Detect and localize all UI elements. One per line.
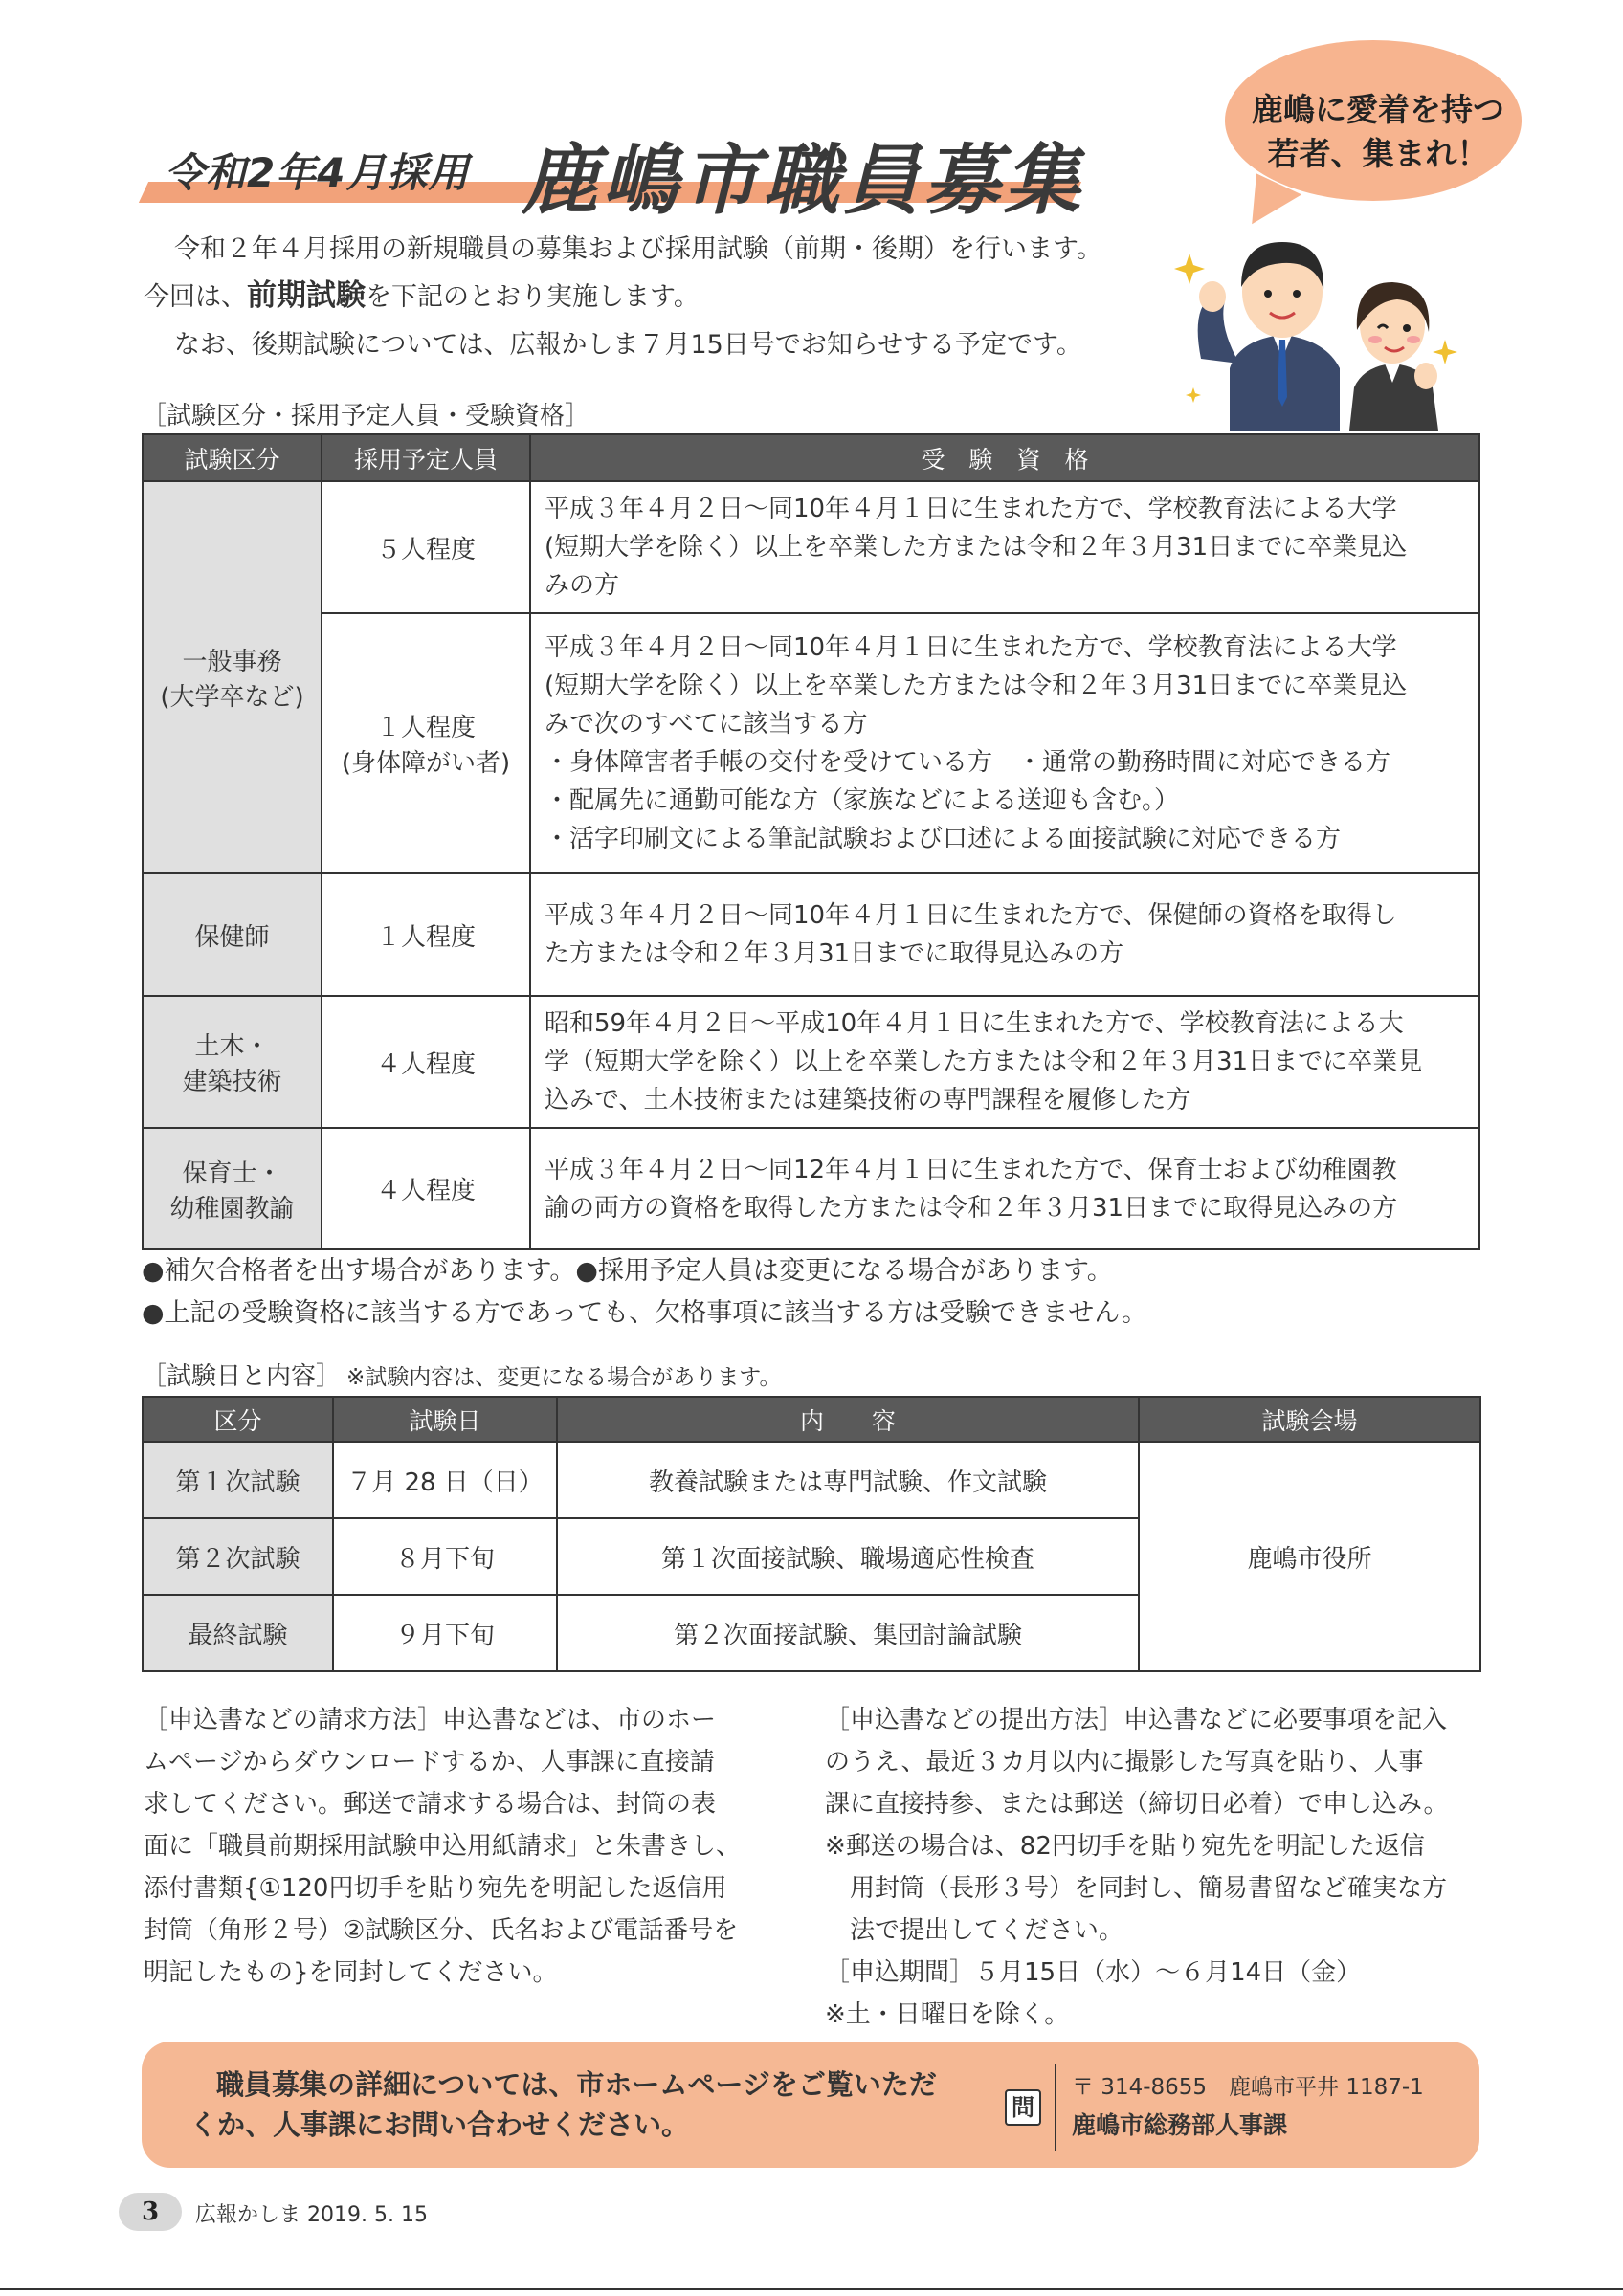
request-heading: ［申込書などの請求方法］ [144,1706,443,1734]
contact-dept: 鹿嶋市総務部人事課 [1072,2111,1288,2139]
planned-count-line2: (身体障がい者) [341,749,511,778]
exam-content: 教養試験または専門試験、作文試験 [557,1442,1139,1518]
contact-address: 〒 314-8655 鹿嶋市平井 1187-1 [1072,2075,1424,2100]
schedule-table [142,1396,1481,1672]
request-line: 面に「職員前期採用試験申込用紙請求」と朱書きし、 [144,1832,742,1861]
qual-line: ・活字印刷文による筆記試験および口述による面接試験に対応できる方 [545,825,1342,853]
section2-label-text: ［試験日と内容］ [142,1362,342,1391]
submit-method [825,1699,1485,2036]
period-heading: ［申込期間］ [825,1958,975,1987]
submit-line: のうえ、最近３カ月以内に撮影した写真を貼り、人事 [825,1748,1424,1777]
man-figure [1198,242,1340,430]
contact-message [189,2064,937,2145]
exam-date: ７月 28 日（日） [333,1442,557,1518]
bubble-line-1: 鹿嶋に愛着を持つ [1252,91,1504,128]
submit-line [825,1699,1485,1741]
request-line: 添付書類{①120円切手を貼り宛先を明記した返信用 [144,1874,727,1903]
table-header-row [143,1397,1480,1442]
qualification-text [530,996,1479,1128]
table-row [143,996,1479,1128]
qual-line: 平成３年４月２日～同12年４月１日に生まれた方で、保育士および幼稚園教 [545,1155,1397,1184]
intro-line-1: 令和２年４月採用の新規職員の募集および採用試験（前期・後期）を行います。 [174,234,1102,264]
qual-line: 平成３年４月２日～同10年４月１日に生まれた方で、学校教育法による大学 [545,495,1397,523]
header-category: 試験区分 [143,434,322,481]
qual-line: 込みで、土木技術または建築技術の専門課程を履修した方 [545,1086,1191,1115]
planned-count: １人程度 [322,873,530,996]
intro-line-2 [144,272,700,321]
category-civil [143,996,322,1128]
qual-line: 諭の両方の資格を取得した方または令和２年３月31日までに取得見込みの方 [545,1193,1398,1223]
section2-label [142,1357,781,1392]
planned-count: ４人程度 [322,996,530,1128]
qualification-text [530,873,1479,996]
header-date: 試験日 [333,1397,557,1442]
qual-line: 学（短期大学を除く）以上を卒業した方または令和２年３月31日までに卒業見 [545,1048,1423,1076]
qualification-text [530,1128,1479,1249]
exam-division: 第２次試験 [143,1518,333,1595]
table-row [143,481,1479,613]
planned-count [322,613,530,873]
note-2: ●上記の受験資格に該当する方であっても、欠格事項に該当する方は受験できません。 [142,1298,1147,1328]
submit-line: ※郵送の場合は、82円切手を貼り宛先を明記した返信 [825,1832,1425,1861]
planned-count: ５人程度 [322,481,530,613]
request-line [144,1699,794,1741]
inquiry-icon: 問 [1005,2089,1041,2126]
header-planned: 採用予定人員 [322,434,530,481]
staff-illustration [1172,206,1483,430]
qual-line: (短期大学を除く）以上を卒業した方または令和２年３月31日までに卒業見込 [545,672,1408,700]
exam-venue: 鹿嶋市役所 [1139,1442,1480,1671]
category-childcare [143,1128,322,1249]
request-line: 求してください。郵送で請求する場合は、封筒の表 [144,1790,717,1819]
request-line: ムページからダウンロードするか、人事課に直接請 [144,1748,715,1777]
qual-line: 平成３年４月２日～同10年４月１日に生まれた方で、保健師の資格を取得し [545,901,1397,930]
intro-line-2-bold: 前期試験 [247,278,366,313]
bubble-line-2: 若者、集まれ！ [1267,135,1489,172]
section2-label-note: ※試験内容は、変更になる場合があります。 [346,1365,782,1390]
table-row [143,613,1479,873]
page-number: 3 [119,2193,182,2231]
submit-line: 課に直接持参、または郵送（締切日必着）で申し込み。 [825,1790,1449,1819]
exam-division: 第１次試験 [143,1442,333,1518]
publication-info: 広報かしま 2019. 5. 15 [195,2203,428,2227]
period-text: ５月15日（水）～６月14日（金） [974,1958,1362,1987]
contact-info [1072,2068,1424,2145]
request-method [144,1699,794,1994]
exam-date: ９月下旬 [333,1595,557,1671]
qual-line: (短期大学を除く）以上を卒業した方または令和２年３月31日までに卒業見込 [545,533,1408,562]
category-civil-line2: 建築技術 [182,1068,282,1096]
page-title: 鹿嶋市職員募集 [522,136,1084,225]
qual-line: みで次のすべてに該当する方 [545,710,868,739]
note-1: ●補欠合格者を出す場合があります。●採用予定人員は変更になる場合があります。 [142,1256,1113,1286]
period-note: ※土・日曜日を除く。 [825,2000,1070,2029]
header-division: 区分 [143,1397,333,1442]
contact-message-line1: 職員募集の詳細については、市ホームページをご覧いただ [216,2068,937,2101]
contact-divider [1055,2064,1056,2151]
speech-bubble-text [1244,88,1512,176]
exam-content: 第１次面接試験、職場適応性検査 [557,1518,1139,1595]
section1-label: ［試験区分・採用予定人員・受験資格］ [142,402,590,430]
period-line [825,1952,1485,1994]
request-line: 封筒（角形２号）②試験区分、氏名および電話番号を [144,1916,739,1945]
qualification-text [530,613,1479,873]
header-content: 内 容 [557,1397,1139,1442]
exam-division: 最終試験 [143,1595,333,1671]
qual-line: 平成３年４月２日～同10年４月１日に生まれた方で、学校教育法による大学 [545,633,1397,662]
recruit-subtitle: 令和2年4月採用 [165,149,470,196]
qualification-text [530,481,1479,613]
submit-heading: ［申込書などの提出方法］ [825,1706,1124,1734]
category-general-line1: 一般事務 [182,648,282,676]
submit-line: 法で提出してください。 [825,1916,1124,1945]
qualification-table [142,433,1480,1250]
table-row [143,1442,1480,1518]
planned-count-line1: １人程度 [375,714,476,742]
intro-line-3: なお、後期試験については、広報かしま７月15日号でお知らせする予定です。 [174,330,1082,360]
qual-line: みの方 [545,571,620,600]
category-nurse: 保健師 [143,873,322,996]
qual-line: ・配属先に通勤可能な方（家族などによる送迎も含む。） [545,786,1180,815]
intro-line-2-pre: 今回は、 [144,282,247,312]
intro-line-2-post: を下記のとおり実施します。 [366,282,700,312]
qual-line: ・身体障害者手帳の交付を受けている方 ・通常の勤務時間に対応できる方 [545,748,1391,777]
exam-content: 第２次面接試験、集団討論試験 [557,1595,1139,1671]
qual-line: 昭和59年４月２日～平成10年４月１日に生まれた方で、学校教育法による大 [545,1009,1404,1038]
woman-figure [1349,282,1438,430]
header-venue: 試験会場 [1139,1397,1480,1442]
exam-date: ８月下旬 [333,1518,557,1595]
bottom-rule [0,2288,1623,2290]
submit-line: 用封筒（長形３号）を同封し、簡易書留など確実な方 [825,1874,1448,1903]
category-childcare-line1: 保育士・ [182,1159,282,1188]
table-header-row [143,434,1479,481]
submit-text: 申込書などに必要事項を記入 [1123,1706,1448,1734]
category-childcare-line2: 幼稚園教諭 [169,1194,295,1224]
table-row [143,873,1479,996]
category-civil-line1: 土木・ [194,1032,270,1061]
request-text: 申込書などは、市のホー [442,1706,717,1734]
table-row [143,1128,1479,1249]
planned-count: ４人程度 [322,1128,530,1249]
request-line: 明記したもの}を同封してください。 [144,1958,558,1987]
header-qualification: 受 験 資 格 [530,434,1479,481]
category-general-line2: (大学卒など) [160,683,304,712]
qual-line: た方または令和２年３月31日までに取得見込みの方 [545,939,1124,968]
category-general [143,481,322,873]
contact-message-line2: くか、人事課にお問い合わせください。 [189,2108,690,2141]
